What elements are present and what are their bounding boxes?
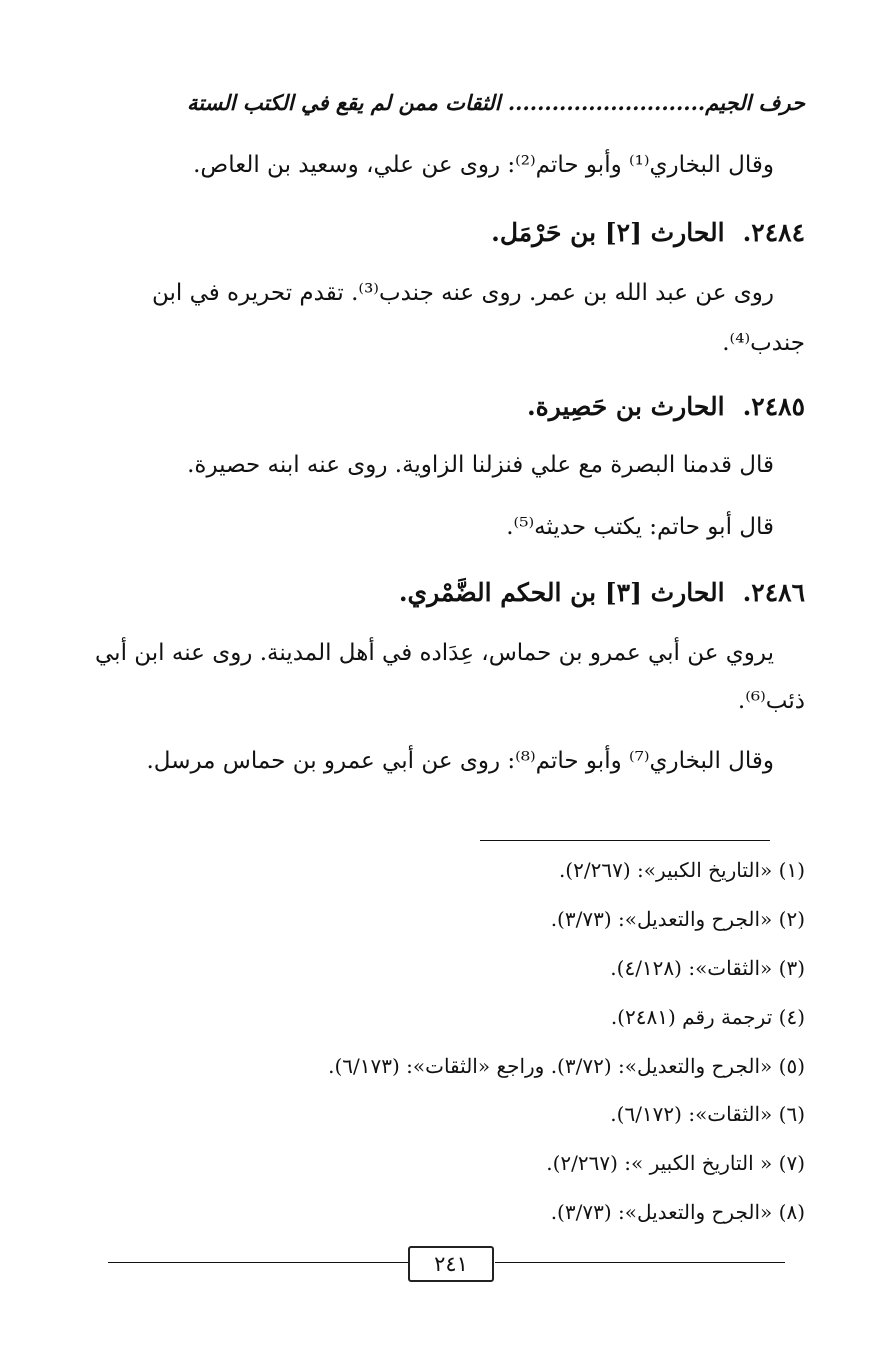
body-line: وقال البخاري⁽¹⁾ وأبو حاتم⁽²⁾: روى عن علي، وسعيد بن العاص. bbox=[193, 152, 774, 178]
body-line: قال أبو حاتم: يكتب حديثه⁽⁵⁾. bbox=[506, 514, 774, 540]
body-line: وقال البخاري⁽⁷⁾ وأبو حاتم⁽⁸⁾: روى عن أبي عمرو بن حماس مرسل. bbox=[146, 748, 774, 774]
page-number: ٢٤١ bbox=[408, 1246, 494, 1282]
entry-number: ٢٤٨٥. bbox=[742, 392, 805, 421]
footnote: (٢) «الجرح والتعديل»: (٣/٧٣). bbox=[550, 907, 805, 931]
footnote: (٨) «الجرح والتعديل»: (٣/٧٣). bbox=[550, 1200, 805, 1224]
footnote: (٦) «الثقات»: (٦/١٧٢). bbox=[610, 1102, 805, 1126]
entry-heading-2484 bbox=[491, 218, 805, 247]
entry-title: الحارث [٢] بن حَرْمَل. bbox=[491, 218, 725, 247]
footnote: (٣) «الثقات»: (٤/١٢٨). bbox=[610, 956, 805, 980]
body-line: ذئب⁽⁶⁾. bbox=[737, 688, 805, 714]
entry-title: الحارث [٣] بن الحكم الضَّمْري. bbox=[398, 578, 725, 607]
footnote: (٧) « التاريخ الكبير »: (٢/٢٦٧). bbox=[546, 1151, 805, 1175]
footnote: (٥) «الجرح والتعديل»: (٣/٧٢). وراجع «الثقات»: (٦/١٧٣). bbox=[328, 1054, 805, 1078]
body-line: جندب⁽⁴⁾. bbox=[722, 330, 805, 356]
body-line: روى عن عبد الله بن عمر. روى عنه جندب⁽³⁾. تقدم تحريره في ابن bbox=[151, 280, 774, 306]
entry-heading-2486 bbox=[399, 578, 805, 607]
bottom-rule-right bbox=[495, 1262, 785, 1263]
body-line: قال قدمنا البصرة مع علي فنزلنا الزاوية. روى عنه ابنه حصيرة. bbox=[187, 452, 774, 478]
entry-number: ٢٤٨٤. bbox=[742, 218, 805, 247]
footnote: (١) «التاريخ الكبير»: (٢/٢٦٧). bbox=[558, 858, 805, 882]
entry-title: الحارث بن حَصِيرة. bbox=[526, 392, 725, 421]
bottom-rule-left bbox=[108, 1262, 408, 1263]
footnote-separator bbox=[480, 840, 770, 841]
entry-heading-2485 bbox=[527, 392, 805, 421]
footnote: (٤) ترجمة رقم (٢٤٨١). bbox=[610, 1005, 805, 1029]
running-head: حرف الجيم........................... الثقات ممن لم يقع في الكتب الستة bbox=[187, 90, 805, 115]
body-line: يروي عن أبي عمرو بن حماس، عِدَاده في أهل المدينة. روى عنه ابن أبي bbox=[95, 640, 774, 666]
entry-number: ٢٤٨٦. bbox=[742, 578, 805, 607]
